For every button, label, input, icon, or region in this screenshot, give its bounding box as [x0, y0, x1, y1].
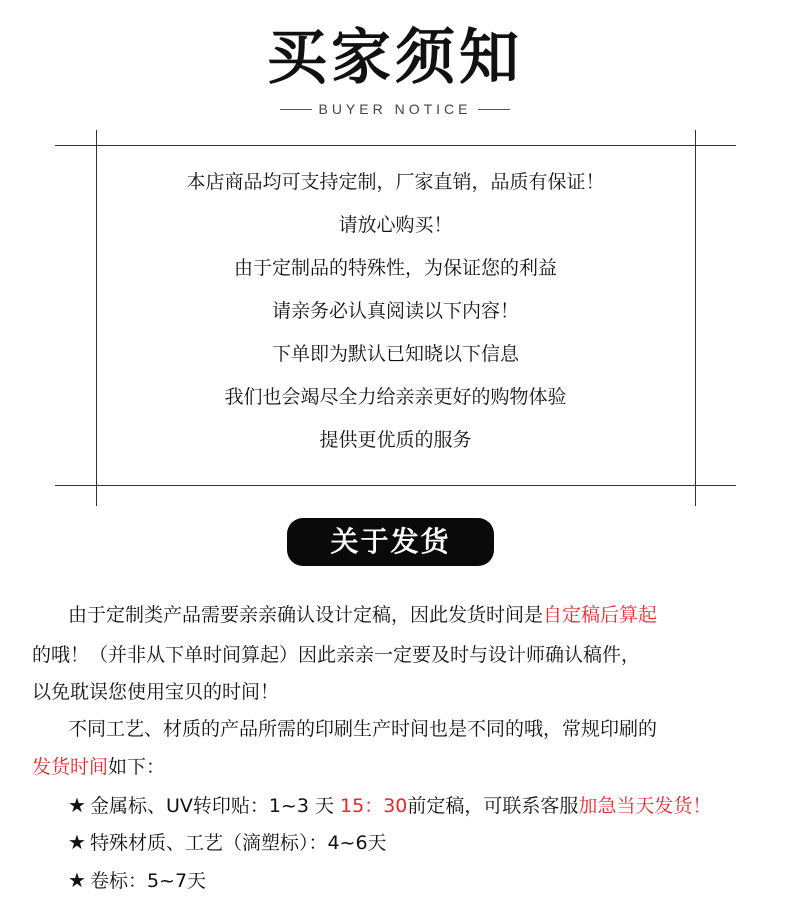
shipping-section-heading: 关于发货: [287, 518, 494, 566]
notice-line: 请亲务必认真阅读以下内容！: [271, 300, 519, 322]
notice-line: 下单即为默认已知晓以下信息: [271, 343, 519, 365]
notice-box: [96, 145, 695, 485]
text-segment: 由于定制类产品需要亲亲确认设计定稿，因此发货时间是: [68, 604, 544, 626]
shipping-paragraph-line: 的哦！（并非从下单时间算起）因此亲亲一定要及时与设计师确认稿件，: [32, 644, 641, 666]
highlight-text: 发货时间: [32, 756, 109, 778]
subtitle-left-rule: [280, 109, 312, 110]
highlight-text: 自定稿后算起: [543, 604, 658, 626]
shipping-paragraph-line: [68, 600, 657, 630]
notice-line: 本店商品均可支持定制，厂家直销，品质有保证！: [186, 171, 605, 193]
shipping-item: [68, 790, 711, 821]
notice-line: 请放心购买！: [338, 214, 453, 236]
shipping-paragraph-line: 以免耽误您使用宝贝的时间！: [32, 681, 280, 703]
item-text: 前定稿，可联系客服: [407, 795, 579, 817]
shipping-item: [68, 827, 387, 858]
item-text: 金属标、UV转印贴：1~3 天: [89, 795, 341, 817]
highlight-text: 15：30: [340, 795, 408, 817]
subtitle-right-rule: [478, 109, 510, 110]
notice-line: 提供更优质的服务: [319, 429, 472, 451]
item-text: 特殊材质、工艺（滴塑标）：4~6天: [89, 832, 387, 854]
page-subtitle: BUYER NOTICE: [318, 101, 472, 117]
frame-bottom-line: [55, 485, 736, 486]
star-icon: ★: [68, 793, 86, 817]
notice-line: 由于定制品的特殊性，为保证您的利益: [233, 257, 557, 279]
shipping-paragraph-line: 不同工艺、材质的产品所需的印刷生产时间也是不同的哦，常规印刷的: [68, 718, 658, 740]
highlight-text: 加急当天发货！: [578, 795, 712, 817]
star-icon: ★: [68, 830, 86, 854]
item-text: 卷标：5~7天: [89, 870, 207, 892]
star-icon: ★: [68, 868, 86, 892]
frame-right-line: [695, 130, 696, 506]
shipping-paragraph-line: [32, 752, 165, 782]
page-title: 买家须知: [267, 23, 523, 93]
text-segment: 如下：: [108, 756, 166, 778]
shipping-item: [68, 865, 206, 896]
notice-line: 我们也会竭尽全力给亲亲更好的购物体验: [224, 386, 567, 408]
subtitle-row: [0, 99, 790, 119]
